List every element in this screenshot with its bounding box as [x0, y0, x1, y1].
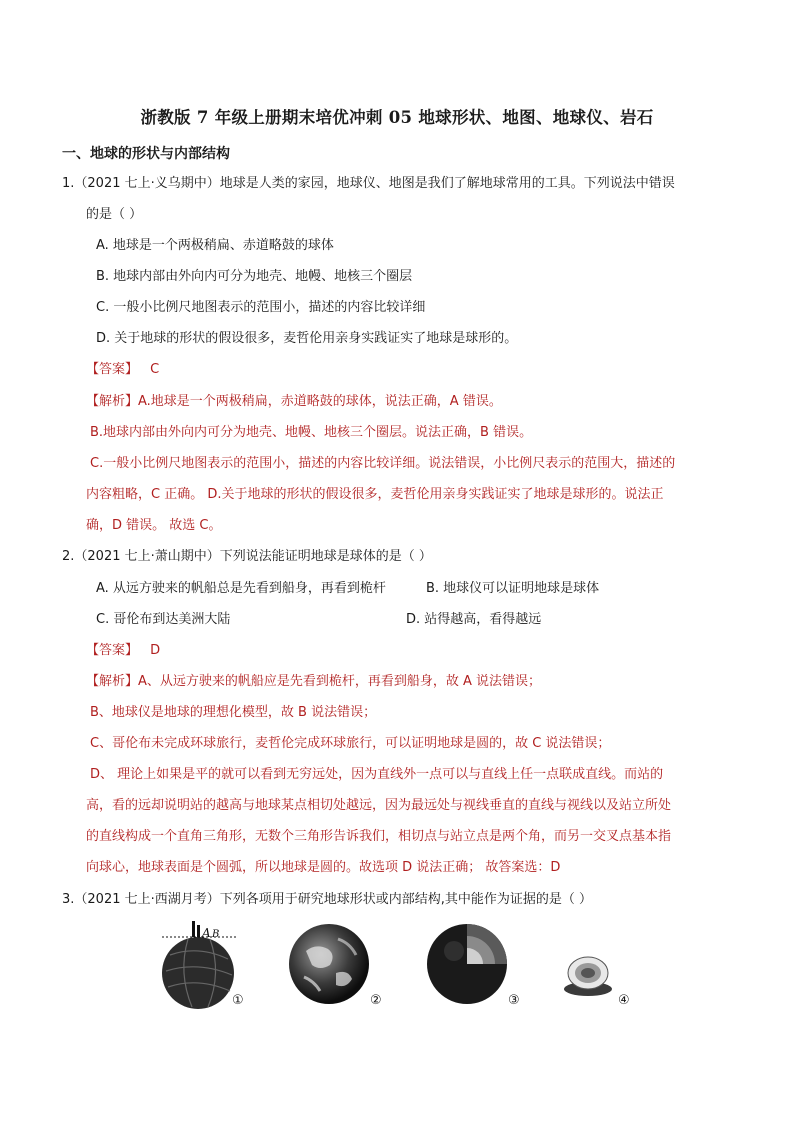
q2-analysis-2: B、地球仪是地球的理想化模型，故 B 说法错误； [90, 705, 377, 720]
q3-stem: 3.（2021 七上·西湖月考）下列各项用于研究地球形状或内部结构,其中能作为证据的是（ ） [62, 892, 593, 907]
q2-analysis-6: 的直线构成一个直角三角形，无数个三角形告诉我们，相切点与站立点是两个角，而另一交叉点基本指 [86, 829, 672, 844]
figure1-label-a: A [202, 926, 211, 940]
q2-analysis-1: 【解析】A、从远方驶来的帆船应是先看到桅杆，再看到船身，故 A 说法错误； [86, 674, 542, 689]
egg-model-figure [558, 943, 618, 1003]
q2-answer [86, 641, 160, 661]
q3-figures [150, 915, 650, 1015]
q2-analysis-3: C、哥伦布未完成环球旅行，麦哲伦完成环球旅行，可以证明地球是圆的，故 C 说法错误； [90, 736, 611, 751]
earth-interior-figure [424, 921, 510, 1007]
q1-stem-line1: 1.（2021 七上·义乌期中）地球是人类的家园，地球仪、地图是我们了解地球常用的工具。下列说法中错误 [62, 176, 675, 191]
figure-label-4: ④ [618, 993, 630, 1008]
q2-answer-label: 【答案】 [86, 643, 139, 658]
q1-analysis-2: B.地球内部由外向内可分为地壳、地幔、地核三个圈层。说法正确，B 错误。 [90, 425, 533, 440]
q2-analysis-5: 高，看的远却说明站的越高与地球某点相切处越远，因为最远处与视线垂直的直线与视线以及站立所处 [86, 798, 672, 813]
figure1-label-b: B [212, 929, 220, 940]
q1-option-d: D. 关于地球的形状的假设很多，麦哲伦用亲身实践证实了地球是球形的。 [96, 331, 518, 346]
q1-option-b: B. 地球内部由外向内可分为地壳、地幔、地核三个圈层 [96, 269, 413, 284]
q1-answer [86, 360, 159, 380]
q1-option-c: C. 一般小比例尺地图表示的范围小，描述的内容比较详细 [96, 300, 426, 315]
page-title: 浙教版 7 年级上册期末培优冲刺 05 地球形状、地图、地球仪、岩石 [140, 108, 654, 127]
q2-option-a: A. 从远方驶来的帆船总是先看到船身，再看到桅杆 [96, 581, 386, 596]
q1-analysis-4: 内容粗略，C 正确。 D.关于地球的形状的假设很多，麦哲伦用亲身实践证实了地球是球形的。说法正 [86, 487, 664, 502]
q2-option-d: D. 站得越高，看得越远 [406, 612, 542, 627]
q2-option-b: B. 地球仪可以证明地球是球体 [426, 581, 600, 596]
q2-stem: 2.（2021 七上·萧山期中）下列说法能证明地球是球体的是（ ） [62, 549, 432, 564]
figure-label-3: ③ [508, 993, 520, 1008]
figure-label-1: ① [232, 993, 244, 1008]
q2-option-c: C. 哥伦布到达美洲大陆 [96, 612, 231, 627]
q1-analysis-5: 确，D 错误。 故选 C。 [86, 518, 222, 533]
figure-label-2: ② [370, 993, 382, 1008]
earth-photo-figure [286, 921, 372, 1007]
section-heading: 一、地球的形状与内部结构 [62, 146, 230, 162]
q2-answer-value: D [150, 643, 161, 658]
q1-analysis-1: 【解析】A.地球是一个两极稍扁，赤道略鼓的球体，说法正确，A 错误。 [86, 394, 502, 409]
q1-option-a: A. 地球是一个两极稍扁、赤道略鼓的球体 [96, 238, 334, 253]
q2-analysis-7: 向球心，地球表面是个圆弧，所以地球是圆的。故选项 D 说法正确； 故答案选：D [86, 860, 561, 875]
q1-stem-line2: 的是（ ） [86, 207, 143, 222]
q1-answer-label: 【答案】 [86, 362, 139, 377]
q2-analysis-4: D、 理论上如果是平的就可以看到无穷远处，因为直线外一点可以与直线上任一点联成直线。而站的 [90, 767, 664, 782]
q1-analysis-3: C.一般小比例尺地图表示的范围小，描述的内容比较详细。说法错误，小比例尺表示的范围大，描述的 [90, 456, 676, 471]
q1-answer-value: C [150, 362, 160, 377]
